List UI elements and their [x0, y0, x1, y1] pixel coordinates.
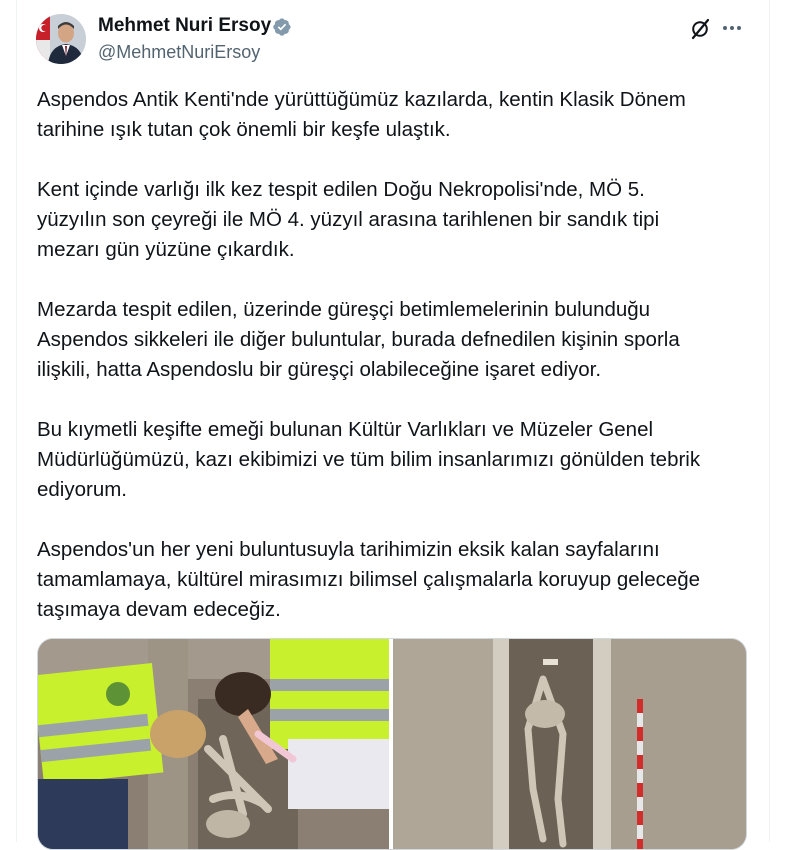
tweet-paragraph: Mezarda tespit edilen, üzerinde güreşçi betimlemelerinin bulunduğu Aspendos sikkeleri ile diğer buluntular, burada defnedilen kişinin sporla ilişkili, hatta Aspendoslu bir güreşçi olabileceğine işaret ediyor.	[37, 298, 680, 381]
author-name[interactable]: Mehmet Nuri Ersoy	[98, 15, 272, 36]
avatar-image	[36, 14, 86, 64]
tweet-paragraph: Kent içinde varlığı ilk kez tespit edilen Doğu Nekropolisi'nde, MÖ 5. yüzyılın son çeyreği ile MÖ 4. yüzyıl arasına tarihlenen bir sandık tipi mezarı gün yüzüne çıkardık.	[37, 178, 660, 261]
tweet-text	[37, 85, 757, 655]
excavation-photo-1[interactable]	[38, 639, 389, 849]
author-avatar[interactable]	[36, 14, 86, 64]
verified-badge-icon	[272, 17, 292, 37]
more-options-icon[interactable]	[722, 24, 742, 32]
excavation-photo-2[interactable]	[393, 639, 746, 849]
media-grid	[37, 638, 747, 850]
tweet-paragraph: Aspendos'un her yeni buluntusuyla tarihimizin eksik kalan sayfalarını tamamlamaya, kültürel mirasımızı bilimsel çalışmalarla koruyup geleceğe taşımaya devam edeceğiz.	[37, 538, 701, 621]
tweet-paragraph: Bu kıymetli keşifte emeği bulunan Kültür Varlıkları ve Müzeler Genel Müdürlüğümüzü, kazı ekibimizi ve tüm bilim insanlarımızı gönülden tebrik ediyorum.	[37, 418, 701, 501]
tweet-paragraph: Aspendos Antik Kenti'nde yürüttüğümüz kazılarda, kentin Klasik Dönem tarihine ışık tutan çok önemli bir keşfe ulaştık.	[37, 88, 686, 141]
author-handle[interactable]: @MehmetNuriErsoy	[98, 42, 261, 62]
grok-icon[interactable]	[688, 17, 712, 41]
